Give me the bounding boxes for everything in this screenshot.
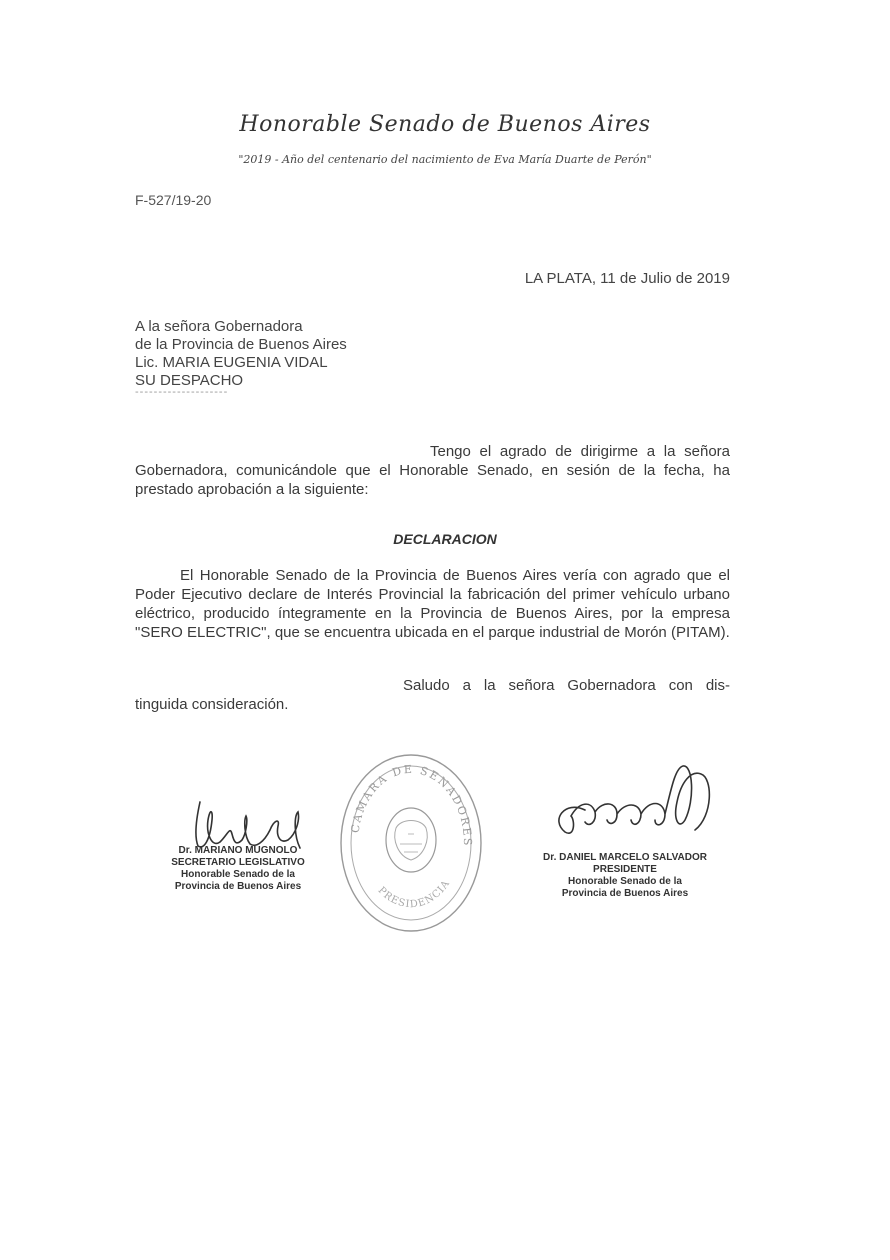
signatory-right-org: Honorable Senado de la [568, 876, 682, 887]
svg-text:PRESIDENCIA [376, 878, 453, 910]
letterhead-subtitle: "2019 - Año del centenario del nacimiento de Eva María Duarte de Perón" [238, 153, 652, 166]
signatory-right-org: Provincia de Buenos Aires [561, 888, 689, 899]
addressee-line: A la señora Gobernadora [135, 318, 303, 335]
signatory-left-org: Honorable Senado de la [181, 869, 295, 880]
paragraph-declaration-text: El Honorable Senado de la Provincia de Buenos Aires vería con agrado que el Poder Ejecutivo declare de Interés Provincial la fabricación del primer vehículo urbano eléctrico, producido íntegramente en la Provincia de Buenos Aires, por la empresa "SERO ELECTRIC", que se encuentra ubicada en el parque industrial de Morón (PITAM). [135, 567, 730, 641]
signatory-left-name: Dr. MARIANO MUGNOLO [178, 845, 298, 856]
seal-bottom-text: PRESIDENCIA [375, 878, 453, 911]
addressee-block [135, 318, 347, 390]
reference-number: F-527/19-20 [135, 192, 212, 208]
senate-seal [336, 748, 486, 938]
addressee-line: de la Provincia de Buenos Aires [135, 336, 347, 353]
signatory-right-name: Dr. DANIEL MARCELO SALVADOR [543, 852, 707, 863]
addressee-line: SU DESPACHO [135, 372, 244, 389]
signatory-left [148, 845, 328, 893]
paragraph-closing [135, 676, 730, 714]
addressee-line: Lic. MARIA EUGENIA VIDAL [135, 354, 328, 371]
paragraph-intro [135, 442, 730, 499]
addressee-underline: -------------------- [135, 386, 229, 398]
signatory-right [525, 852, 725, 900]
paragraph-declaration [135, 566, 730, 642]
paragraph-intro-rest: Gobernadora, comunicándole que el Honorable Senado, en sesión de la fecha, ha prestado aprobación a la siguiente: [135, 462, 730, 498]
letterhead-title: Honorable Senado de Buenos Aires [239, 112, 651, 137]
signature-right-handwriting [545, 760, 725, 850]
signatory-left-role: SECRETARIO LEGISLATIVO [171, 857, 305, 868]
paragraph-intro-first: Tengo el agrado de dirigirme a la señora [430, 443, 730, 460]
paragraph-closing-first: Saludo a la señora Gobernadora con dis- [403, 677, 730, 694]
seal-top-text: CAMARA DE SENADORES [348, 762, 475, 848]
declaration-heading [0, 531, 890, 547]
declaration-heading-text: DECLARACION [393, 531, 497, 547]
paragraph-closing-rest: tinguida consideración. [135, 696, 289, 713]
date-line: LA PLATA, 11 de Julio de 2019 [524, 270, 730, 287]
signatory-right-role: PRESIDENTE [593, 864, 657, 875]
signatory-left-org: Provincia de Buenos Aires [174, 881, 302, 892]
